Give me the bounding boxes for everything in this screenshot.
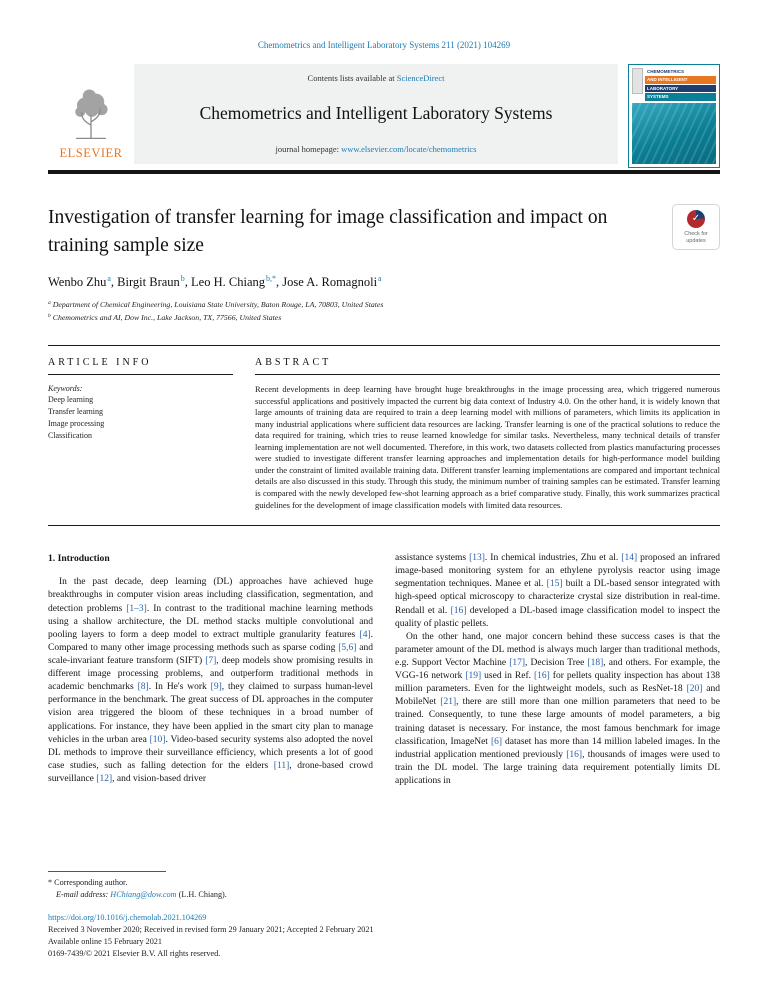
contents-prefix: Contents lists available at: [307, 73, 397, 83]
author: [282, 275, 381, 289]
received-dates: Received 3 November 2020; Received in revised form 29 January 2021; Accepted 2 February 2021: [48, 925, 374, 935]
cover-title-line: AND INTELLIGENT: [645, 76, 716, 83]
cover-title-line: LABORATORY: [645, 85, 716, 92]
section-heading-introduction: 1. Introduction: [48, 553, 110, 565]
abstract-text: Recent developments in deep learning have brought huge breakthroughs in the image processing area, which triggered numerous successful applications and positively impacted the current big data context of Industry 4.0. On the other hand, it is widely known that large amounts of training data are required to train a deep learning model with millions of parameters, which limits its application in many industrial applications where sufficient data resources are lacking. Transfer learning is one of the practical solutions to reduce the data required for training, which tries to reuse learned knowledge for similar tasks. Nevertheless, many technical details of transfer learning implementation are not well documented. Therefore, in this work, two datasets collected from plastics manufacturing processes were studied to investigate different transfer learning approaches and implementation details for high-performance model building under the constraint of limited available training data. Different transfer learning implementations are compared and important technical details are also discussed in this study. Through this study, the minimum number of training samples can be estimated. Transfer learning is compared with the newly developed few-shot learning approach as a brief comparative study. Finally, this work summarizes practical guidelines for the development of image classification models with limited data resources.: [255, 384, 720, 510]
citation-link[interactable]: [4]: [359, 629, 371, 640]
doi-link[interactable]: https://doi.org/10.1016/j.chemolab.2021.104269: [48, 913, 207, 923]
citation-link[interactable]: [12]: [96, 773, 113, 784]
affiliation-text: Chemometrics and AI, Dow Inc., Lake Jackson, TX, 77566, United States: [52, 313, 282, 323]
journal-homepage-link[interactable]: www.elsevier.com/locate/chemometrics: [341, 144, 477, 154]
affiliation-mark: a: [48, 299, 51, 306]
cover-title-line: CHEMOMETRICS: [645, 68, 716, 75]
footnote: [48, 877, 720, 902]
homepage-line: [275, 144, 476, 154]
citation-link[interactable]: [6]: [490, 736, 503, 747]
journal-title: Chemometrics and Intelligent Laboratory Systems: [199, 103, 553, 123]
journal-citation-line: [48, 0, 720, 50]
article-title: Investigation of transfer learning for image classification and impact on training sample size: [48, 207, 608, 256]
citation-link[interactable]: [18]: [587, 657, 604, 668]
keywords-list: [48, 394, 233, 442]
citation-link[interactable]: [16]: [450, 605, 467, 616]
homepage-prefix: journal homepage:: [275, 144, 342, 154]
citation-link[interactable]: [1–3]: [126, 603, 147, 614]
cover-title-block: [645, 68, 716, 101]
author: [191, 275, 282, 289]
page-footer: [48, 871, 720, 960]
copyright-line: 0169-7439/© 2021 Elsevier B.V. All rights reserved.: [48, 949, 221, 959]
cover-logo-icon: [632, 68, 643, 94]
elsevier-wordmark: ELSEVIER: [59, 146, 123, 160]
masthead-center: [134, 64, 618, 164]
masthead-gray-box: [48, 64, 618, 164]
keywords-label: Keywords:: [48, 384, 83, 394]
author-name: Jose A. Romagnoli: [282, 275, 378, 290]
abstract-column: [255, 346, 720, 511]
sciencedirect-link[interactable]: ScienceDirect: [396, 73, 445, 83]
citation-link[interactable]: [16]: [533, 671, 550, 682]
citation-link[interactable]: [5,6]: [338, 642, 357, 653]
email-suffix: (L.H. Chiang).: [176, 890, 227, 900]
keyword: Classification: [48, 431, 92, 441]
available-online: Available online 15 February 2021: [48, 937, 162, 947]
article-info-section: [48, 345, 720, 526]
keyword: Image processing: [48, 419, 105, 429]
journal-citation-link[interactable]: Chemometrics and Intelligent Laboratory Systems 211 (2021) 104269: [257, 40, 511, 50]
citation-link[interactable]: [15]: [546, 579, 563, 590]
keyword: Transfer learning: [48, 407, 104, 417]
author-affiliation-mark: b,*: [266, 274, 276, 284]
journal-masthead: [48, 64, 720, 168]
affiliation-mark: b: [48, 312, 51, 319]
citation-link[interactable]: [14]: [621, 553, 638, 564]
citation-link[interactable]: [19]: [465, 671, 482, 682]
elsevier-tree-icon: [64, 87, 118, 145]
citation-link[interactable]: [10]: [149, 734, 166, 745]
author-list: [48, 275, 720, 290]
author-separator: ,: [184, 275, 192, 290]
author-name: Leo H. Chiang: [191, 275, 265, 290]
check-for-updates-label: Check for updates: [684, 231, 708, 244]
author-name: Birgit Braun: [117, 275, 180, 290]
author: [48, 275, 117, 289]
affiliation: [48, 299, 720, 312]
email-label: E-mail address:: [56, 890, 109, 900]
body-column-left: [48, 552, 373, 788]
corresponding-author-note: * Corresponding author.: [48, 877, 128, 887]
article-info-column: [48, 346, 233, 511]
citation-link[interactable]: [9]: [210, 682, 222, 693]
body-columns: [48, 552, 720, 788]
title-row: [48, 204, 720, 259]
author-name: Wenbo Zhu: [48, 275, 107, 290]
publication-info: [48, 912, 720, 960]
author-affiliation-mark: b: [180, 274, 185, 284]
journal-cover-thumbnail[interactable]: [628, 64, 720, 168]
citation-link[interactable]: [21]: [440, 697, 457, 708]
email-line: [48, 889, 720, 901]
citation-link[interactable]: [13]: [469, 553, 485, 564]
citation-link[interactable]: [8]: [137, 682, 149, 693]
author-affiliation-mark: a: [378, 274, 382, 284]
author: [117, 275, 191, 289]
affiliation-list: [48, 299, 720, 325]
email-link[interactable]: HChiang@dow.com: [110, 890, 177, 900]
author-separator: ,: [276, 275, 283, 290]
contents-line: [308, 73, 445, 83]
affiliation: [48, 312, 720, 325]
affiliation-text: Department of Chemical Engineering, Louisiana State University, Baton Rouge, LA, 70803, United States: [52, 300, 384, 310]
citation-link[interactable]: [11]: [273, 760, 290, 771]
cover-title-line: SYSTEMS: [645, 93, 716, 100]
abstract-heading: ABSTRACT: [255, 346, 720, 375]
cover-artwork: [632, 103, 716, 164]
body-column-right: [395, 552, 720, 788]
elsevier-logo: [48, 64, 134, 164]
body-paragraph: In the past decade, deep learning (DL) approaches have achieved huge breakthroughs in computer vision areas including classification, segmentation, and detection problems [1–3]. In contrast to the traditional machine learning methods using a shallow architecture, the DL method stacks multiple convolutional and pooling layers to form a deep model to extract multiple granularity features [4]. Compared to many other image processing methods such as sparse coding [5,6] and scale-invariant feature transform (SIFT) [7], deep models show promising results in different image processing problems, and outperform traditional methods in academic benchmarks [8]. In He's work [9], they claimed to surpass human-level performance in the benchmark. The great success of DL approaches in the computer vision area triggered the bloom of these techniques in a broad number of applications. For instance, they have been applied in the smart city plan to manage vehicles in the urban area [10]. Video-based security systems also adopted the novel DL methods to improve their surveillance efficiency, which presents a lot of good case studies, such as falling detection for the elders [11], drone-based crowd surveillance [12], and vision-based driver: [48, 577, 374, 784]
header-divider-bar: [48, 170, 720, 174]
crossmark-icon: [687, 210, 705, 228]
citation-link[interactable]: [16]: [566, 749, 583, 760]
article-info-heading: ARTICLE INFO: [48, 346, 233, 375]
cover-brand: [632, 68, 716, 101]
footnote-divider: [48, 871, 166, 872]
body-paragraph: On the other hand, one major concern behind these success cases is that the parameter amount of the DL method is always much larger than traditional methods, e.g. Support Vector Machine [17], Decision Tree [18], and others. For example, the VGG-16 network [19] used in Ref. [16] for pellets quality inspection has about 138 million parameters. Even for the lightweight models, such as ResNet-18 [20] and MobileNet [21], there are still more than one million parameters that need to be trained. Consequently, to tune these large amounts of model parameters, a big training dataset is necessary. For instance, the most famous benchmark for image classification, ImageNet [6] dataset has more than 14 million labeled images. In the industrial application mentioned previously [16], thousands of images were used to train the DL model. The large training data requirement potentially limits DL applications in: [395, 631, 721, 786]
body-paragraph: assistance systems [13]. In chemical industries, Zhu et al. [14] proposed an infrared image-based monitoring system for an ethylene pyrolysis reactor using image segmentation techniques. Manee et al. [15] built a DL-based sensor integrated with high-speed optical microscopy to characterize crystal size distribution in real-time. Rendall et al. [16] developed a DL-based image classification model to inspect the quality of plastic pellets.: [395, 553, 720, 629]
check-for-updates-badge[interactable]: [672, 204, 720, 250]
author-separator: ,: [110, 275, 118, 290]
citation-link[interactable]: [20]: [686, 684, 703, 695]
keyword: Deep learning: [48, 395, 94, 405]
author-affiliation-mark: a: [107, 274, 111, 284]
citation-link[interactable]: [17]: [509, 657, 526, 668]
citation-link[interactable]: [7]: [205, 656, 217, 666]
